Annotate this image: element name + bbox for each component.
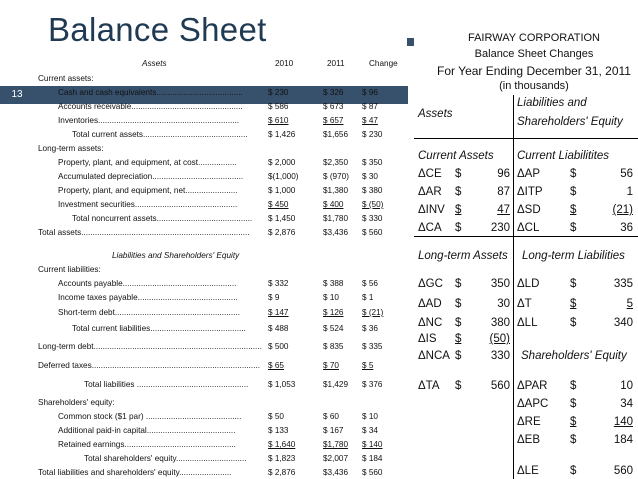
asset-value-change: $ 330 <box>362 214 383 223</box>
liab-row-label: Retained earnings................................................. <box>58 440 236 449</box>
liab-value-2011: $ 70 <box>323 361 339 370</box>
ct-right-dollar: $ <box>570 398 577 410</box>
ct-left-value: 30 <box>497 298 510 310</box>
liab-row-label: Short-term debt....................................................... <box>58 308 240 317</box>
liab-value-change: $ 34 <box>362 426 378 435</box>
liab-value-2010: $ 133 <box>268 426 289 435</box>
asset-row-label: Property, plant, and equipment, net....................... <box>58 186 238 195</box>
ct-right-value: 10 <box>620 380 633 392</box>
ct-left-dollar: $ <box>455 222 462 234</box>
ct-left-value: 230 <box>490 222 510 234</box>
asset-value-2010: $ 2,876 <box>268 228 296 237</box>
liab-value-2010: $ 488 <box>268 324 289 333</box>
asset-value-2011: $ (970) <box>323 172 349 181</box>
ct-left-item: ΔGC <box>418 278 443 290</box>
ct-left-dollar: $ <box>455 380 462 392</box>
current-assets-label: Current assets: <box>38 74 94 83</box>
ct-right-value: 184 <box>613 434 633 446</box>
ct-right-dollar: $ <box>570 416 577 428</box>
liab-value-2010: $ 1,640 <box>268 440 296 449</box>
liab-value-2010: $ 147 <box>268 308 289 317</box>
ct-left-item: ΔTA <box>418 380 440 392</box>
liab-value-change: $ 376 <box>362 380 383 389</box>
ct-left-item: ΔINV <box>418 204 445 216</box>
liab-row-label: Long-term debt.......................................................................... <box>38 342 262 351</box>
ct-left-dollar: $ <box>455 278 462 290</box>
ct-left-dollar: $ <box>455 204 462 216</box>
asset-value-2011: $1,380 <box>323 186 349 195</box>
ct-right-dollar: $ <box>570 465 577 477</box>
ct-right-dollar: $ <box>570 317 577 329</box>
asset-row-label: Total current assets.............................................. <box>72 130 248 139</box>
asset-value-2010: $ 230 <box>268 88 289 97</box>
ct-left-value: 87 <box>497 186 510 198</box>
liab-value-2011: $ 126 <box>323 308 344 317</box>
liab-value-2010: $ 50 <box>268 412 284 421</box>
ct-right-item: ΔPAR <box>517 380 548 392</box>
asset-row-label: Accounts receivable................................................. <box>58 102 243 111</box>
ct-liab-eq: Liabilities and <box>517 97 587 109</box>
ct-right-value: 56 <box>620 168 633 180</box>
ct-right-item: ΔAP <box>517 168 541 180</box>
ct-liab-eq2: Shareholders' Equity <box>517 116 623 128</box>
asset-row-label: Inventories.............................................................. <box>58 116 240 125</box>
liab-value-2011: $1,429 <box>323 380 349 389</box>
liab-value-2010: $ 65 <box>268 361 284 370</box>
ct-left-value: 350 <box>490 278 510 290</box>
ct-left-item: ΔNC <box>418 317 443 329</box>
liab-value-2010: $ 500 <box>268 342 289 351</box>
liab-row-label: Additional paid-in capital....................................... <box>58 426 236 435</box>
liab-value-change: $ 56 <box>362 279 378 288</box>
ct-left-item: ΔCA <box>418 222 442 234</box>
liab-value-2011: $ 167 <box>323 426 344 435</box>
asset-value-change: $ 47 <box>362 116 378 125</box>
liab-value-2010: $ 1,053 <box>268 380 296 389</box>
liab-value-change: $ 5 <box>362 361 374 370</box>
liab-value-2010: $ 9 <box>268 293 280 302</box>
ct-right-dollar: $ <box>570 204 577 216</box>
liab-value-2011: $ 835 <box>323 342 344 351</box>
asset-value-change: $ 30 <box>362 172 378 181</box>
ct-right-dollar: $ <box>570 298 577 310</box>
ct-assets: Assets <box>418 108 453 120</box>
liab-row-label: Deferred taxes.......................................................................... <box>38 361 261 370</box>
ct-right-item: ΔRE <box>517 416 541 428</box>
col-2010: 2010 <box>275 59 294 68</box>
ct-right-item: ΔLD <box>517 278 540 290</box>
asset-row-label: Property, plant, and equipment, at cost................. <box>58 158 237 167</box>
ct-right-item: ΔLL <box>517 317 538 329</box>
ct-left-value: 380 <box>490 317 510 329</box>
liab-row-label: Shareholders' equity: <box>38 398 115 407</box>
asset-value-change: $ 96 <box>362 88 378 97</box>
ct-right-value: 5 <box>626 298 633 310</box>
asset-value-2010: $ 1,450 <box>268 214 296 223</box>
slide-title: Balance Sheet <box>48 11 267 48</box>
asset-row-label: Total assets.......................................................................... <box>38 228 250 237</box>
ct-right-value: 340 <box>613 317 633 329</box>
ct-right-item: ΔAPC <box>517 398 549 410</box>
asset-value-2011: $1,780 <box>323 214 349 223</box>
ct-lt-assets: Long-term Assets <box>418 250 508 262</box>
ct-sh-equity: Shareholders' Equity <box>521 350 627 362</box>
liab-value-2010: $ 332 <box>268 279 289 288</box>
asset-value-change: $ (50) <box>362 200 384 209</box>
asset-value-2011: $1,656 <box>323 130 349 139</box>
asset-value-2011: $ 400 <box>323 200 344 209</box>
ct-right-item: ΔCL <box>517 222 540 234</box>
ct-left-value: 560 <box>490 380 510 392</box>
ct-left-value: 47 <box>497 204 510 216</box>
corp-units: (in thousands) <box>499 80 569 92</box>
ct-right-value: 1 <box>626 186 633 198</box>
liab-value-change: $ (21) <box>362 308 384 317</box>
liab-value-2011: $2,007 <box>323 454 349 463</box>
ct-right-value: 140 <box>613 416 633 428</box>
col-change: Change <box>369 59 398 68</box>
asset-value-2011: $3,436 <box>323 228 349 237</box>
ct-left-value: 330 <box>490 350 510 362</box>
ct-right-value: 335 <box>613 278 633 290</box>
ct-left-dollar: $ <box>455 333 462 345</box>
current-liab-label: Current liabilities: <box>38 265 101 274</box>
liab-value-2011: $ 388 <box>323 279 344 288</box>
ct-right-item: ΔSD <box>517 204 541 216</box>
ct-right-item: ΔEB <box>517 434 541 446</box>
ct-left-dollar: $ <box>455 168 462 180</box>
asset-row-label: Accumulated depreciation........................................ <box>58 172 244 181</box>
asset-value-2011: $ 326 <box>323 88 344 97</box>
ct-right-dollar: $ <box>570 222 577 234</box>
liab-value-2011: $1,780 <box>323 440 349 449</box>
liab-value-2011: $ 10 <box>323 293 339 302</box>
ct-right-item: ΔITP <box>517 186 543 198</box>
liab-value-2011: $ 60 <box>323 412 339 421</box>
asset-value-2010: $ 1,000 <box>268 186 296 195</box>
ct-right-value: 36 <box>620 222 633 234</box>
liab-value-change: $ 10 <box>362 412 378 421</box>
corp-name: FAIRWAY CORPORATION <box>467 32 601 44</box>
asset-value-2011: $ 673 <box>323 102 344 111</box>
ct-left-dollar: $ <box>455 317 462 329</box>
ct-right-item: ΔLE <box>517 465 539 477</box>
ct-left-item: ΔAD <box>418 298 442 310</box>
ct-right-value: (21) <box>612 204 633 216</box>
ct-left-dollar: $ <box>455 186 462 198</box>
liab-value-change: $ 335 <box>362 342 383 351</box>
liab-row-label: Total current liabilities.......................................... <box>72 324 246 333</box>
liab-row-label: Income taxes payable............................................ <box>58 293 238 302</box>
liab-value-2011: $3,436 <box>323 468 349 477</box>
liab-header: Liabilities and Shareholders' Equity <box>112 251 240 260</box>
ct-lt-liab: Long-term Liabilities <box>522 250 625 262</box>
ct-right-value: 560 <box>613 465 633 477</box>
ct-right-dollar: $ <box>570 380 577 392</box>
asset-value-change: $ 380 <box>362 186 383 195</box>
ct-left-item: ΔIS <box>418 333 437 345</box>
ct-left-value: 96 <box>497 168 510 180</box>
liab-value-2010: $ 1,823 <box>268 454 296 463</box>
asset-value-2010: $(1,000) <box>268 172 299 181</box>
liab-value-change: $ 140 <box>362 440 383 449</box>
ct-left-value: (50) <box>489 333 510 345</box>
corp-subtitle: Balance Sheet Changes <box>474 48 594 60</box>
ct-left-dollar: $ <box>455 350 462 362</box>
liab-value-change: $ 36 <box>362 324 378 333</box>
corp-period: For Year Ending December 31, 2011 <box>437 64 631 78</box>
liab-row-label: Total shareholders' equity............................... <box>84 454 247 463</box>
liab-value-change: $ 1 <box>362 293 374 302</box>
liab-value-change: $ 184 <box>362 454 383 463</box>
ct-left-item: ΔAR <box>418 186 442 198</box>
asset-value-2010: $ 450 <box>268 200 289 209</box>
liab-value-2010: $ 2,876 <box>268 468 296 477</box>
asset-value-2010: $ 1,426 <box>268 130 296 139</box>
asset-row-label: Cash and cash equivalents...................................... <box>58 88 243 97</box>
ct-right-dollar: $ <box>570 168 577 180</box>
asset-row-label: Long-term assets: <box>38 144 104 153</box>
liab-row-label: Total liabilities and shareholders' equity....................... <box>38 468 232 477</box>
liab-row-label: Common stock ($1 par) .......................................... <box>58 412 242 421</box>
asset-value-change: $ 350 <box>362 158 383 167</box>
asset-value-2010: $ 2,000 <box>268 158 296 167</box>
asset-value-change: $ 87 <box>362 102 378 111</box>
asset-value-2010: $ 610 <box>268 116 289 125</box>
ct-current-assets: Current Assets <box>418 150 494 162</box>
asset-row-label: Investment securities............................................. <box>58 200 238 209</box>
col-2011: 2011 <box>327 59 345 68</box>
liab-value-change: $ 560 <box>362 468 383 477</box>
ct-left-item: ΔCE <box>418 168 442 180</box>
ct-current-liab: Current Liabilitites <box>517 150 610 162</box>
ct-right-dollar: $ <box>570 186 577 198</box>
asset-value-2011: $ 657 <box>323 116 344 125</box>
asset-value-change: $ 560 <box>362 228 383 237</box>
asset-value-change: $ 230 <box>362 130 383 139</box>
liab-row-label: Accounts payable.................................................. <box>58 279 237 288</box>
ct-right-value: 34 <box>620 398 633 410</box>
ct-right-dollar: $ <box>570 434 577 446</box>
ct-left-dollar: $ <box>455 298 462 310</box>
asset-row-label: Total noncurrent assets.......................................... <box>72 214 253 223</box>
asset-value-2011: $2,350 <box>323 158 349 167</box>
slide-number: 13 <box>0 86 34 104</box>
asset-value-2010: $ 586 <box>268 102 289 111</box>
ct-right-dollar: $ <box>570 278 577 290</box>
liab-row-label: Total liabilities ................................................. <box>84 380 249 389</box>
assets-header: Assets <box>142 59 167 68</box>
ct-right-item: ΔT <box>517 298 532 310</box>
liab-value-2011: $ 524 <box>323 324 344 333</box>
ct-left-item: ΔNCA <box>418 350 450 362</box>
